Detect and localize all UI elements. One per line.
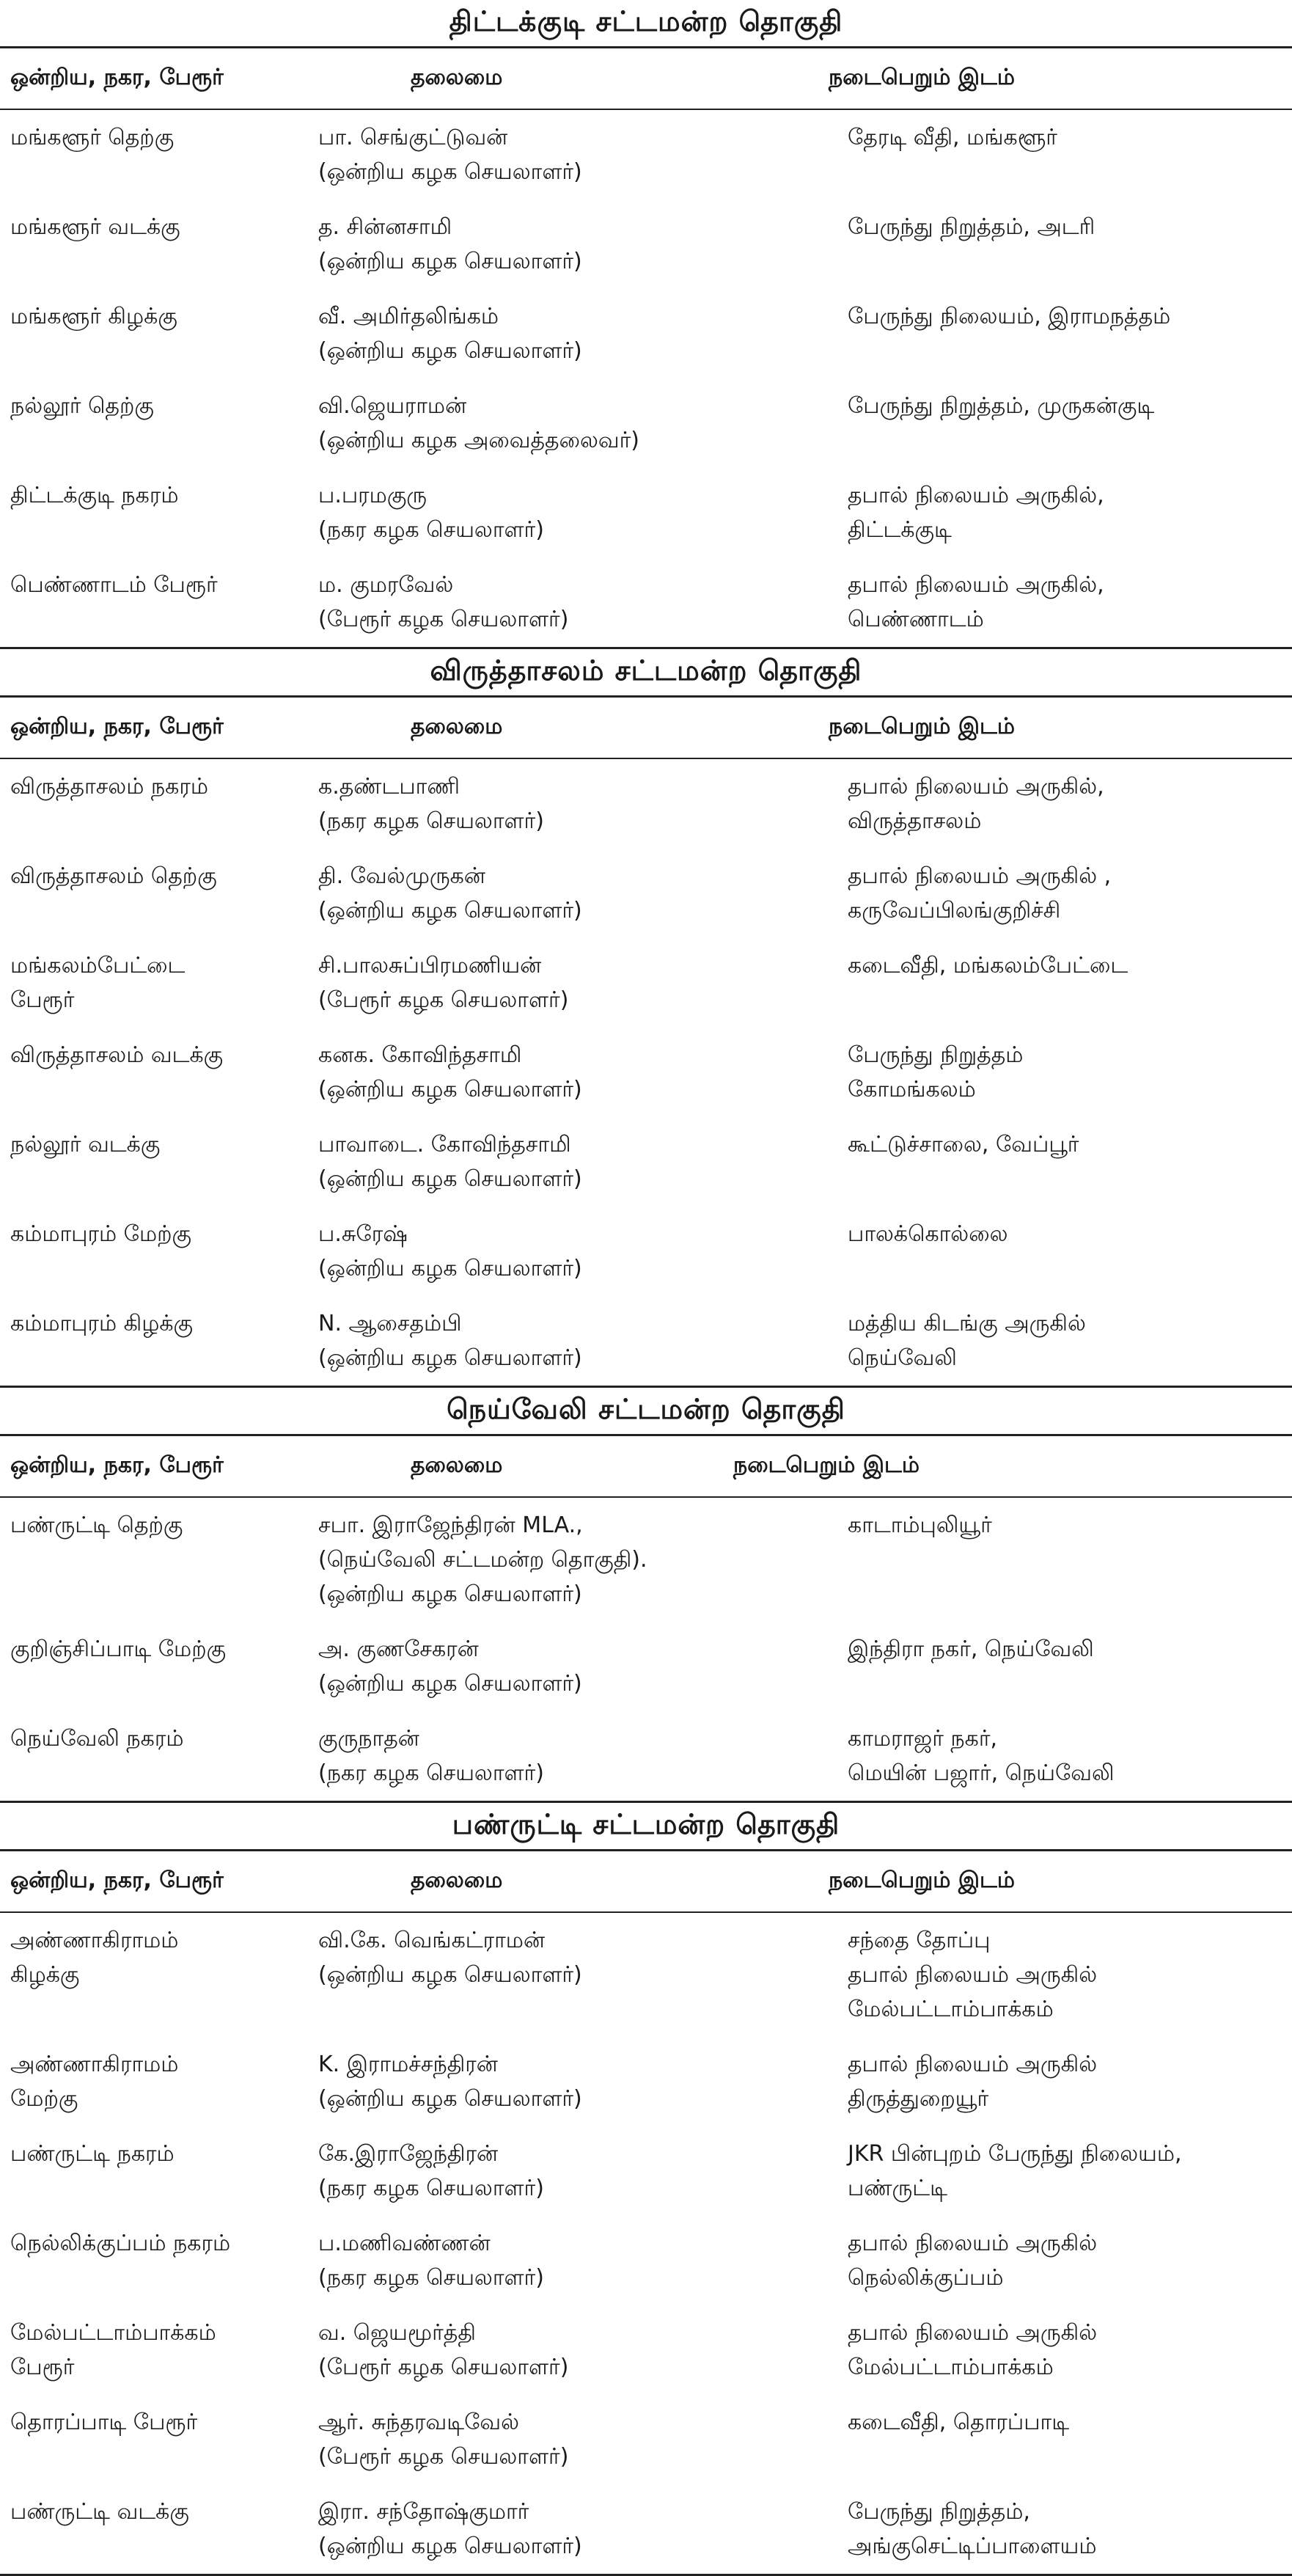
cell-leader xyxy=(318,1306,832,1375)
cell-area-line: பெண்ணாடம் பேரூர் xyxy=(10,572,218,598)
cell-area-line: மங்களூர் வடக்கு xyxy=(10,214,180,240)
cell-leader-line: (நகர கழக செயலாளர்) xyxy=(318,2265,544,2291)
cell-venue-line: மேல்பட்டாம்பாக்கம் xyxy=(848,1997,1054,2022)
cell-area-line: அண்ணாகிராமம் xyxy=(10,1928,179,1953)
cell-leader-line: (ஒன்றிய கழக செயலாளர்) xyxy=(318,2086,582,2112)
cell-venue xyxy=(848,389,1280,423)
cell-venue-line: பண்ருட்டி xyxy=(848,2176,948,2201)
cell-area-line: பேரூர் xyxy=(10,2354,75,2380)
cell-leader xyxy=(318,1217,832,1286)
cell-leader-line: (பேரூர் கழக செயலாளர்) xyxy=(318,2444,569,2470)
cell-leader-line: (ஒன்றிய கழக செயலாளர்) xyxy=(318,1962,582,1988)
cell-leader xyxy=(318,948,832,1017)
section-title: பண்ருட்டி சட்டமன்ற தொகுதி xyxy=(0,1803,1292,1851)
cell-venue xyxy=(848,2405,1280,2440)
cell-leader xyxy=(318,299,832,368)
cell-venue-line: தபால் நிலையம் அருகில், xyxy=(848,572,1104,598)
cell-venue-line: தபால் நிலையம் அருகில் xyxy=(848,2052,1098,2077)
cell-area-line: பண்ருட்டி நகரம் xyxy=(10,2141,175,2167)
table-row xyxy=(0,1711,1292,1801)
cell-leader-line: (ஒன்றிய கழக செயலாளர்) xyxy=(318,1345,582,1371)
cell-leader xyxy=(318,2495,832,2564)
cell-venue xyxy=(848,2495,1280,2564)
cell-area-line: கம்மாபுரம் கிழக்கு xyxy=(10,1311,194,1336)
cell-area-line: கம்மாபுரம் மேற்கு xyxy=(10,1221,191,1247)
cell-area xyxy=(10,210,304,244)
cell-leader-line: (ஒன்றிய கழக செயலாளர்) xyxy=(318,1077,582,1102)
header-leader: தலைமை xyxy=(411,1867,503,1893)
cell-leader xyxy=(318,1038,832,1107)
cell-venue-line: பேருந்து நிறுத்தம், xyxy=(848,2499,1030,2525)
cell-area xyxy=(10,478,304,513)
header-area: ஒன்றிய, நகர, பேரூர் xyxy=(10,1867,224,1893)
cell-venue xyxy=(848,2316,1280,2385)
cell-venue xyxy=(848,1127,1280,1162)
cell-area xyxy=(10,2316,304,2385)
constituency-section xyxy=(0,1803,1292,2574)
cell-area-line: விருத்தாசலம் நகரம் xyxy=(10,774,208,799)
cell-venue xyxy=(848,1923,1280,2027)
cell-venue-line: தபால் நிலையம் அருகில் xyxy=(848,1962,1098,1988)
table-row xyxy=(0,2216,1292,2305)
cell-leader-line: (ஒன்றிய கழக செயலாளர்) xyxy=(318,898,582,923)
section-title: விருத்தாசலம் சட்டமன்ற தொகுதி xyxy=(0,649,1292,698)
cell-leader-line: K. இராமச்சந்திரன் xyxy=(318,2052,498,2077)
cell-area-line: மேல்பட்டாம்பாக்கம் xyxy=(10,2320,216,2346)
cell-leader-line: (ஒன்றிய கழக செயலாளர்) xyxy=(318,338,582,364)
table-row xyxy=(0,468,1292,557)
cell-leader xyxy=(318,1923,832,1992)
cell-area xyxy=(10,1923,304,1992)
cell-leader-line: ப.பரமகுரு xyxy=(318,483,427,508)
cell-leader xyxy=(318,210,832,279)
cell-area-line: நல்லூர் தெற்கு xyxy=(10,393,154,419)
cell-venue xyxy=(848,1721,1280,1790)
constituency-section xyxy=(0,0,1292,647)
cell-leader-line: சபா. இராஜேந்திரன் MLA., xyxy=(318,1512,583,1538)
cell-venue-line: பேருந்து நிலையம், இராமநத்தம் xyxy=(848,304,1171,329)
cell-leader-line: ப.சுரேஷ் xyxy=(318,1221,408,1247)
cell-leader-line: (பேரூர் கழக செயலாளர்) xyxy=(318,2354,569,2380)
cell-leader-line: (நகர கழக செயலாளர்) xyxy=(318,2176,544,2201)
cell-leader xyxy=(318,478,832,547)
cell-venue xyxy=(848,2137,1280,2206)
cell-area xyxy=(10,1217,304,1251)
cell-area xyxy=(10,1306,304,1341)
cell-venue-line: காமராஜர் நகர், xyxy=(848,1726,998,1752)
cell-venue xyxy=(848,1217,1280,1251)
table-row xyxy=(0,2305,1292,2395)
cell-area xyxy=(10,120,304,155)
header-venue: நடைபெறும் இடம் xyxy=(829,65,1016,90)
cell-leader-line: (ஒன்றிய கழக செயலாளர்) xyxy=(318,249,582,274)
table-row xyxy=(0,110,1292,200)
cell-leader-line: வி.ஜெயராமன் xyxy=(318,393,467,419)
cell-leader xyxy=(318,859,832,928)
table-row xyxy=(0,557,1292,647)
cell-venue-line: கூட்டுச்சாலை, வேப்பூர் xyxy=(848,1132,1079,1157)
cell-area xyxy=(10,299,304,334)
cell-leader-line: ம. குமரவேல் xyxy=(318,572,454,598)
table-row xyxy=(0,759,1292,849)
cell-leader-line: (நகர கழக செயலாளர்) xyxy=(318,808,544,834)
cell-venue xyxy=(848,478,1280,547)
table-row xyxy=(0,1207,1292,1296)
cell-leader-line: (ஒன்றிய கழக செயலாளர்) xyxy=(318,1166,582,1192)
cell-leader-line: N. ஆசைதம்பி xyxy=(318,1311,462,1336)
cell-leader xyxy=(318,2316,832,2385)
cell-venue-line: சந்தை தோப்பு xyxy=(848,1928,991,1953)
cell-leader xyxy=(318,2405,832,2474)
cell-venue-line: மெயின் பஜார், நெய்வேலி xyxy=(848,1760,1115,1786)
cell-venue-line: பேருந்து நிறுத்தம், அடரி xyxy=(848,214,1095,240)
cell-venue xyxy=(848,299,1280,334)
cell-area xyxy=(10,859,304,893)
cell-area-line: மேற்கு xyxy=(10,2086,78,2112)
cell-venue xyxy=(848,1632,1280,1666)
header-area: ஒன்றிய, நகர, பேரூர் xyxy=(10,1452,224,1478)
cell-venue xyxy=(848,1508,1280,1543)
constituency-section xyxy=(0,649,1292,1386)
cell-venue xyxy=(848,769,1280,838)
cell-area xyxy=(10,1127,304,1162)
cell-leader-line: (நகர கழக செயலாளர்) xyxy=(318,517,544,543)
cell-leader-line: (ஒன்றிய கழக செயலாளர்) xyxy=(318,1671,582,1697)
cell-venue xyxy=(848,859,1280,928)
cell-area-line: விருத்தாசலம் தெற்கு xyxy=(10,863,217,889)
cell-venue-line: திட்டக்குடி xyxy=(848,517,952,543)
cell-venue-line: கருவேப்பிலங்குறிச்சி xyxy=(848,898,1061,923)
cell-area xyxy=(10,948,304,1017)
cell-leader-line: வ. ஜெயமூர்த்தி xyxy=(318,2320,476,2346)
cell-area-line: நல்லூர் வடக்கு xyxy=(10,1132,161,1157)
header-area: ஒன்றிய, நகர, பேரூர் xyxy=(10,714,224,739)
table-row xyxy=(0,378,1292,468)
cell-area xyxy=(10,1721,304,1756)
cell-area-line: பேரூர் xyxy=(10,987,75,1013)
cell-area xyxy=(10,1038,304,1072)
cell-area-line: பண்ருட்டி வடக்கு xyxy=(10,2499,189,2525)
cell-venue-line: காடாம்புலியூர் xyxy=(848,1512,992,1538)
table-row xyxy=(0,2484,1292,2574)
cell-leader-line: (நகர கழக செயலாளர்) xyxy=(318,1760,544,1786)
cell-leader-line: அ. குணசேகரன் xyxy=(318,1636,479,1662)
header-leader: தலைமை xyxy=(411,714,503,739)
cell-venue-line: பெண்ணாடம் xyxy=(848,607,984,632)
table-body xyxy=(0,110,1292,647)
table-header xyxy=(0,48,1292,110)
cell-area xyxy=(10,2137,304,2171)
cell-venue-line: விருத்தாசலம் xyxy=(848,808,982,834)
table-body xyxy=(0,1498,1292,1801)
cell-area-line: திட்டக்குடி நகரம் xyxy=(10,483,179,508)
table-header xyxy=(0,698,1292,759)
cell-leader xyxy=(318,1508,832,1611)
cell-leader-line: (ஒன்றிய கழக செயலாளர்) xyxy=(318,1581,582,1607)
table-row xyxy=(0,1913,1292,2037)
cell-area-line: குறிஞ்சிப்பாடி மேற்கு xyxy=(10,1636,227,1662)
cell-leader-line: (ஒன்றிய கழக செயலாளர்) xyxy=(318,159,582,185)
cell-leader-line: வி.கே. வெங்கட்ராமன் xyxy=(318,1928,546,1953)
table-row xyxy=(0,2395,1292,2484)
cell-leader-line: (பேரூர் கழக செயலாளர்) xyxy=(318,607,569,632)
table-row xyxy=(0,289,1292,378)
cell-venue-line: கடைவீதி, தொரப்பாடி xyxy=(848,2409,1070,2435)
cell-area-line: மங்கலம்பேட்டை xyxy=(10,953,186,978)
section-title: திட்டக்குடி சட்டமன்ற தொகுதி xyxy=(0,0,1292,48)
cell-leader-line: (நெய்வேலி சட்டமன்ற தொகுதி). xyxy=(318,1547,647,1573)
header-leader: தலைமை xyxy=(411,65,503,90)
cell-area-line: விருத்தாசலம் வடக்கு xyxy=(10,1042,224,1068)
cell-area-line: நெல்லிக்குப்பம் நகரம் xyxy=(10,2231,231,2256)
cell-venue-line: அங்குசெட்டிப்பாளையம் xyxy=(848,2533,1097,2559)
cell-venue xyxy=(848,948,1280,983)
cell-venue-line: தபால் நிலையம் அருகில், xyxy=(848,774,1104,799)
cell-venue xyxy=(848,2226,1280,2295)
cell-venue-line: பாலக்கொல்லை xyxy=(848,1221,1008,1247)
cell-venue xyxy=(848,120,1280,155)
cell-leader-line: (பேரூர் கழக செயலாளர்) xyxy=(318,987,569,1013)
cell-area xyxy=(10,2405,304,2440)
cell-venue-line: இந்திரா நகர், நெய்வேலி xyxy=(848,1636,1094,1662)
table-row xyxy=(0,1117,1292,1207)
cell-leader-line: கே.இராஜேந்திரன் xyxy=(318,2141,499,2167)
cell-area-line: தொரப்பாடி பேரூர் xyxy=(10,2409,198,2435)
cell-venue xyxy=(848,568,1280,637)
table-body xyxy=(0,1913,1292,2574)
cell-venue-line: கோமங்கலம் xyxy=(848,1077,976,1102)
table-row xyxy=(0,1296,1292,1386)
cell-leader-line: சி.பாலசுப்பிரமணியன் xyxy=(318,953,542,978)
cell-leader xyxy=(318,568,832,637)
cell-area xyxy=(10,1632,304,1666)
cell-leader-line: பா. செங்குட்டுவன் xyxy=(318,125,508,150)
cell-venue-line: கடைவீதி, மங்கலம்பேட்டை xyxy=(848,953,1128,978)
cell-leader-line: (ஒன்றிய கழக செயலாளர்) xyxy=(318,2533,582,2559)
cell-venue-line: திருத்துறையூர் xyxy=(848,2086,989,2112)
cell-venue-line: நெய்வேலி xyxy=(848,1345,957,1371)
table-row xyxy=(0,849,1292,938)
header-venue: நடைபெறும் இடம் xyxy=(733,1452,920,1478)
table-row xyxy=(0,938,1292,1028)
section-title: நெய்வேலி சட்டமன்ற தொகுதி xyxy=(0,1388,1292,1436)
cell-area-line: மங்களூர் தெற்கு xyxy=(10,125,175,150)
cell-leader-line: வீ. அமிர்தலிங்கம் xyxy=(318,304,499,329)
cell-area-line: நெய்வேலி நகரம் xyxy=(10,1726,184,1752)
cell-leader-line: ப.மணிவண்ணன் xyxy=(318,2231,491,2256)
cell-leader-line: த. சின்னசாமி xyxy=(318,214,452,240)
cell-leader-line: குருநாதன் xyxy=(318,1726,419,1752)
cell-leader-line: (ஒன்றிய கழக அவைத்தலைவர்) xyxy=(318,428,639,453)
table-header xyxy=(0,1436,1292,1498)
cell-venue-line: தபால் நிலையம் அருகில் , xyxy=(848,863,1112,889)
cell-area xyxy=(10,2226,304,2261)
cell-area-line: பண்ருட்டி தெற்கு xyxy=(10,1512,183,1538)
cell-venue-line: தபால் நிலையம் அருகில் xyxy=(848,2320,1098,2346)
cell-venue-line: மேல்பட்டாம்பாக்கம் xyxy=(848,2354,1054,2380)
cell-area xyxy=(10,389,304,423)
table-row xyxy=(0,2037,1292,2126)
cell-leader xyxy=(318,2226,832,2295)
cell-venue xyxy=(848,2047,1280,2116)
cell-leader-line: இரா. சந்தோஷ்குமார் xyxy=(318,2499,529,2525)
cell-area-line: மங்களூர் கிழக்கு xyxy=(10,304,177,329)
header-venue: நடைபெறும் இடம் xyxy=(829,714,1016,739)
cell-leader xyxy=(318,2047,832,2116)
cell-venue-line: தபால் நிலையம் அருகில் xyxy=(848,2231,1098,2256)
cell-leader-line: க.தண்டபாணி xyxy=(318,774,460,799)
table-header xyxy=(0,1851,1292,1913)
cell-venue-line: நெல்லிக்குப்பம் xyxy=(848,2265,1004,2291)
cell-area xyxy=(10,769,304,804)
table-row xyxy=(0,2126,1292,2216)
cell-leader xyxy=(318,1127,832,1196)
cell-leader-line: (ஒன்றிய கழக செயலாளர்) xyxy=(318,1256,582,1281)
cell-leader-line: ஆர். சுந்தரவடிவேல் xyxy=(318,2409,520,2435)
cell-leader-line: பாவாடை. கோவிந்தசாமி xyxy=(318,1132,571,1157)
cell-venue xyxy=(848,1306,1280,1375)
cell-leader xyxy=(318,389,832,458)
cell-leader-line: தி. வேல்முருகன் xyxy=(318,863,485,889)
cell-area xyxy=(10,2047,304,2116)
cell-leader xyxy=(318,1721,832,1790)
cell-venue-line: தேரடி வீதி, மங்களூர் xyxy=(848,125,1057,150)
cell-area-line: கிழக்கு xyxy=(10,1962,80,1988)
cell-venue-line: JKR பின்புறம் பேருந்து நிலையம், xyxy=(848,2141,1182,2167)
cell-venue-line: பேருந்து நிறுத்தம், முருகன்குடி xyxy=(848,393,1155,419)
table-body xyxy=(0,759,1292,1386)
table-row xyxy=(0,200,1292,289)
cell-venue-line: மத்திய கிடங்கு அருகில் xyxy=(848,1311,1086,1336)
cell-area-line: அண்ணாகிராமம் xyxy=(10,2052,179,2077)
cell-leader-line: கனக. கோவிந்தசாமி xyxy=(318,1042,522,1068)
cell-leader xyxy=(318,1632,832,1701)
cell-area xyxy=(10,2495,304,2529)
cell-venue-line: பேருந்து நிறுத்தம் xyxy=(848,1042,1024,1068)
table-row xyxy=(0,1498,1292,1622)
cell-venue xyxy=(848,1038,1280,1107)
table-row xyxy=(0,1622,1292,1711)
cell-leader xyxy=(318,769,832,838)
cell-venue xyxy=(848,210,1280,244)
header-area: ஒன்றிய, நகர, பேரூர் xyxy=(10,65,224,90)
header-leader: தலைமை xyxy=(411,1452,503,1478)
cell-area xyxy=(10,1508,304,1543)
cell-leader xyxy=(318,2137,832,2206)
table-row xyxy=(0,1028,1292,1117)
cell-leader xyxy=(318,120,832,189)
constituency-section xyxy=(0,1388,1292,1801)
header-venue: நடைபெறும் இடம் xyxy=(829,1867,1016,1893)
cell-area xyxy=(10,568,304,602)
cell-venue-line: தபால் நிலையம் அருகில், xyxy=(848,483,1104,508)
